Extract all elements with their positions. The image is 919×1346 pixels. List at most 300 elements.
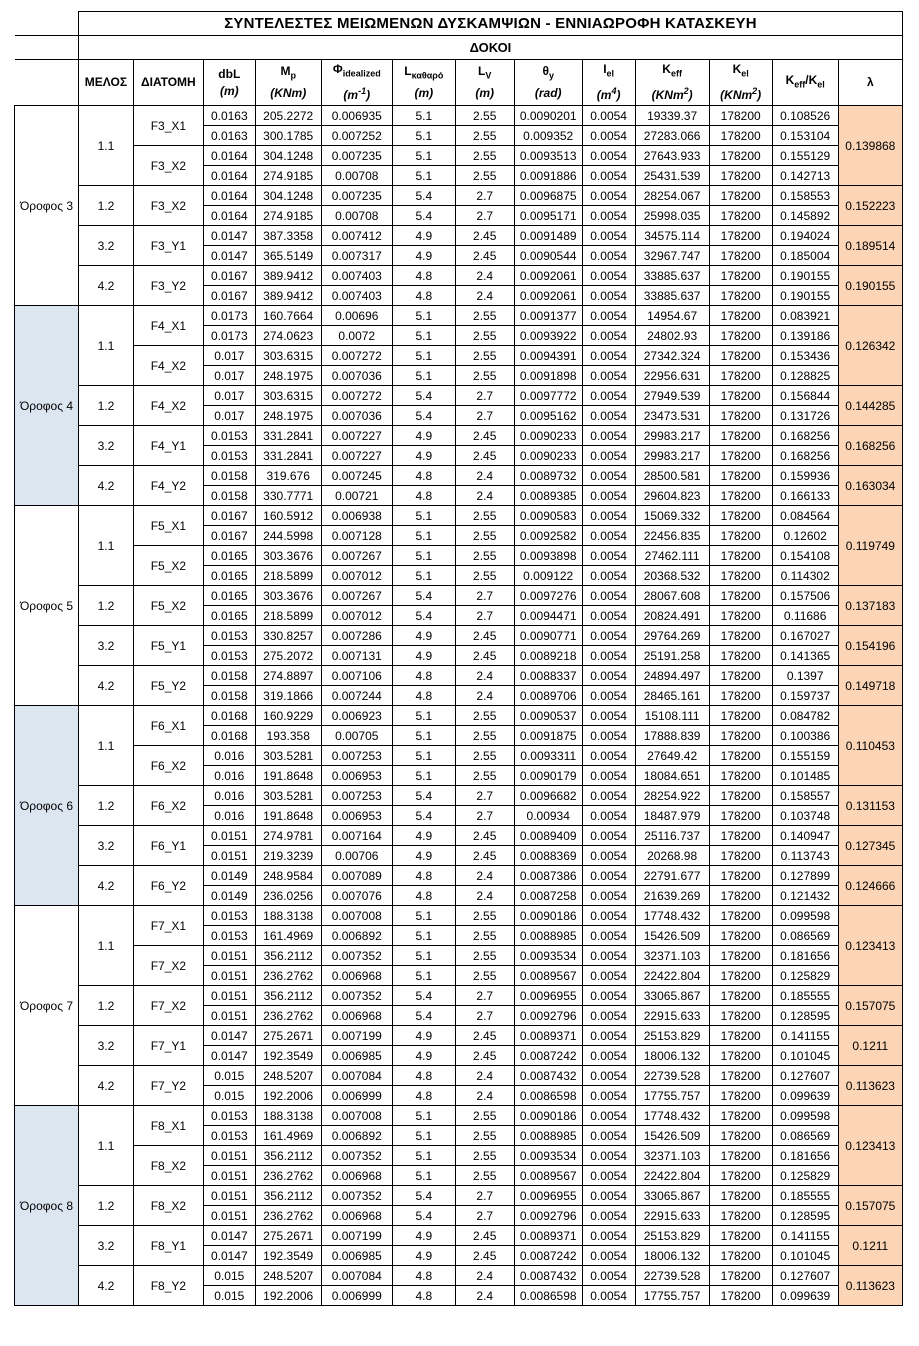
cell-l: 5.4 [392,406,455,426]
cell-mp: 303.5281 [255,786,321,806]
cell-dbl: 0.0151 [203,846,255,866]
cell-mp: 248.5207 [255,1266,321,1286]
cell-theta: 0.0093513 [514,146,582,166]
member-id: 1.2 [78,1186,133,1226]
table-subtitle: ΔΟΚΟΙ [78,36,902,60]
cell-theta: 0.0091875 [514,726,582,746]
cell-keff: 21639.269 [635,886,709,906]
cell-lv: 2.7 [455,206,514,226]
cell-mp: 356.2112 [255,1186,321,1206]
cell-lv: 2.45 [455,626,514,646]
cell-ratio: 0.128595 [772,1006,838,1026]
member-id: 1.1 [78,306,133,386]
section-name: F5_Y1 [133,626,203,666]
floor-label: Όροφος 8 [15,1106,79,1306]
header-kel: $K_{el}$ (KNm$^2$) [709,60,772,106]
cell-keff: 17748.432 [635,1106,709,1126]
cell-mp: 248.1975 [255,406,321,426]
cell-dbl: 0.0151 [203,826,255,846]
cell-iel: 0.0054 [582,206,635,226]
floor-label: Όροφος 5 [15,506,79,706]
cell-theta: 0.0089732 [514,466,582,486]
cell-lv: 2.7 [455,586,514,606]
member-id: 3.2 [78,226,133,266]
member-id: 1.2 [78,386,133,426]
cell-lv: 2.4 [455,1266,514,1286]
cell-theta: 0.0092796 [514,1006,582,1026]
cell-theta: 0.0087242 [514,1046,582,1066]
cell-phi: 0.006968 [321,1206,392,1226]
cell-kel: 178200 [709,526,772,546]
cell-keff: 25998.035 [635,206,709,226]
cell-lv: 2.45 [455,1026,514,1046]
cell-iel: 0.0054 [582,1226,635,1246]
cell-keff: 20368.532 [635,566,709,586]
cell-dbl: 0.0158 [203,486,255,506]
cell-keff: 22739.528 [635,1066,709,1086]
cell-iel: 0.0054 [582,826,635,846]
cell-kel: 178200 [709,786,772,806]
cell-dbl: 0.0151 [203,946,255,966]
cell-mp: 365.5149 [255,246,321,266]
cell-theta: 0.0089371 [514,1226,582,1246]
cell-keff: 17755.757 [635,1286,709,1306]
cell-phi: 0.007227 [321,426,392,446]
cell-kel: 178200 [709,746,772,766]
cell-iel: 0.0054 [582,766,635,786]
cell-mp: 274.8897 [255,666,321,686]
cell-l: 5.4 [392,606,455,626]
cell-ratio: 0.185555 [772,1186,838,1206]
table-row [15,546,903,566]
cell-phi: 0.007352 [321,986,392,1006]
section-name: F4_Y1 [133,426,203,466]
table-row [15,186,903,206]
section-name: F6_X2 [133,746,203,786]
table-row [15,1186,903,1206]
cell-phi: 0.006935 [321,106,392,126]
cell-keff: 18006.132 [635,1046,709,1066]
cell-theta: 0.0089567 [514,1166,582,1186]
cell-mp: 303.6315 [255,346,321,366]
cell-keff: 24894.497 [635,666,709,686]
cell-iel: 0.0054 [582,966,635,986]
cell-dbl: 0.016 [203,806,255,826]
cell-keff: 25153.829 [635,1026,709,1046]
cell-theta: 0.0090201 [514,106,582,126]
floor-label: Όροφος 7 [15,906,79,1106]
cell-phi: 0.006999 [321,1286,392,1306]
cell-dbl: 0.0163 [203,106,255,126]
cell-lv: 2.55 [455,1166,514,1186]
header-phi: $\Phi_{idealized}$ $(m^{-1})$ [321,60,392,106]
cell-phi: 0.007352 [321,1186,392,1206]
table-row [15,866,903,886]
lambda-value: 0.149718 [838,666,902,706]
cell-l: 4.8 [392,886,455,906]
cell-l: 5.4 [392,1006,455,1026]
cell-dbl: 0.0164 [203,186,255,206]
cell-l: 5.1 [392,506,455,526]
section-name: F3_X2 [133,186,203,226]
cell-dbl: 0.015 [203,1286,255,1306]
cell-ratio: 0.159737 [772,686,838,706]
cell-kel: 178200 [709,646,772,666]
cell-kel: 178200 [709,1026,772,1046]
cell-ratio: 0.084564 [772,506,838,526]
cell-ratio: 0.166133 [772,486,838,506]
cell-keff: 25153.829 [635,1226,709,1246]
cell-lv: 2.45 [455,446,514,466]
cell-iel: 0.0054 [582,226,635,246]
section-name: F4_Y2 [133,466,203,506]
table-row [15,106,903,126]
cell-phi: 0.006985 [321,1046,392,1066]
cell-phi: 0.006892 [321,1126,392,1146]
cell-l: 5.1 [392,106,455,126]
cell-iel: 0.0054 [582,546,635,566]
cell-l: 5.4 [392,386,455,406]
cell-dbl: 0.0153 [203,906,255,926]
cell-dbl: 0.0165 [203,606,255,626]
cell-iel: 0.0054 [582,1206,635,1226]
cell-l: 5.1 [392,366,455,386]
cell-lv: 2.45 [455,246,514,266]
cell-phi: 0.00708 [321,166,392,186]
cell-lv: 2.4 [455,1086,514,1106]
cell-ratio: 0.1397 [772,666,838,686]
cell-kel: 178200 [709,586,772,606]
cell-phi: 0.007084 [321,1066,392,1086]
cell-iel: 0.0054 [582,646,635,666]
cell-mp: 236.2762 [255,1166,321,1186]
cell-ratio: 0.125829 [772,1166,838,1186]
cell-kel: 178200 [709,1186,772,1206]
cell-iel: 0.0054 [582,486,635,506]
section-name: F7_X2 [133,986,203,1026]
cell-l: 4.9 [392,1226,455,1246]
cell-kel: 178200 [709,1226,772,1246]
cell-iel: 0.0054 [582,786,635,806]
header-keff-kel-ratio: $K_{eff}/K_{el}$ [772,60,838,106]
cell-ratio: 0.108526 [772,106,838,126]
cell-phi: 0.006953 [321,766,392,786]
table-row [15,946,903,966]
cell-phi: 0.00696 [321,306,392,326]
cell-kel: 178200 [709,1106,772,1126]
cell-iel: 0.0054 [582,166,635,186]
cell-mp: 275.2072 [255,646,321,666]
cell-mp: 389.9412 [255,286,321,306]
cell-iel: 0.0054 [582,306,635,326]
cell-lv: 2.55 [455,366,514,386]
cell-dbl: 0.0147 [203,226,255,246]
cell-theta: 0.0094391 [514,346,582,366]
lambda-value: 0.163034 [838,466,902,506]
table-row [15,386,903,406]
cell-ratio: 0.101485 [772,766,838,786]
cell-theta: 0.0097772 [514,386,582,406]
lambda-value: 0.152223 [838,186,902,226]
section-name: F6_X1 [133,706,203,746]
cell-theta: 0.0095162 [514,406,582,426]
cell-iel: 0.0054 [582,1266,635,1286]
cell-keff: 22422.804 [635,966,709,986]
cell-l: 4.8 [392,1066,455,1086]
cell-ratio: 0.121432 [772,886,838,906]
cell-l: 5.1 [392,146,455,166]
cell-mp: 387.3358 [255,226,321,246]
cell-keff: 18006.132 [635,1246,709,1266]
cell-dbl: 0.0167 [203,506,255,526]
cell-phi: 0.007253 [321,786,392,806]
cell-ratio: 0.099639 [772,1286,838,1306]
cell-mp: 192.2006 [255,1086,321,1106]
cell-l: 5.1 [392,726,455,746]
cell-ratio: 0.127607 [772,1066,838,1086]
cell-l: 5.4 [392,206,455,226]
cell-dbl: 0.0158 [203,666,255,686]
lambda-value: 0.127345 [838,826,902,866]
cell-dbl: 0.0149 [203,866,255,886]
cell-dbl: 0.0153 [203,1126,255,1146]
cell-iel: 0.0054 [582,726,635,746]
table-row [15,226,903,246]
cell-dbl: 0.0151 [203,1146,255,1166]
header-section: ΔΙΑΤΟΜΗ [133,60,203,106]
cell-dbl: 0.0158 [203,686,255,706]
cell-l: 5.1 [392,1126,455,1146]
corner-blank [15,36,79,60]
cell-kel: 178200 [709,726,772,746]
cell-keff: 24802.93 [635,326,709,346]
cell-ratio: 0.167027 [772,626,838,646]
cell-kel: 178200 [709,386,772,406]
cell-iel: 0.0054 [582,886,635,906]
cell-mp: 274.9781 [255,826,321,846]
cell-ratio: 0.139186 [772,326,838,346]
cell-iel: 0.0054 [582,286,635,306]
lambda-value: 0.110453 [838,706,902,786]
member-id: 1.1 [78,1106,133,1186]
cell-mp: 275.2671 [255,1026,321,1046]
section-name: F8_Y1 [133,1226,203,1266]
cell-kel: 178200 [709,226,772,246]
cell-theta: 0.0090233 [514,426,582,446]
table-row [15,1226,903,1246]
cell-iel: 0.0054 [582,1246,635,1266]
cell-dbl: 0.0153 [203,646,255,666]
cell-ratio: 0.155159 [772,746,838,766]
cell-iel: 0.0054 [582,1106,635,1126]
cell-keff: 22956.631 [635,366,709,386]
cell-lv: 2.7 [455,1206,514,1226]
cell-theta: 0.0093311 [514,746,582,766]
section-name: F5_X2 [133,586,203,626]
cell-theta: 0.0096955 [514,986,582,1006]
member-id: 4.2 [78,466,133,506]
section-name: F7_Y2 [133,1066,203,1106]
cell-ratio: 0.086569 [772,926,838,946]
cell-kel: 178200 [709,986,772,1006]
cell-dbl: 0.017 [203,406,255,426]
table-row [15,506,903,526]
cell-theta: 0.0087258 [514,886,582,906]
lambda-value: 0.157075 [838,1186,902,1226]
cell-l: 4.8 [392,286,455,306]
cell-keff: 33885.637 [635,266,709,286]
cell-lv: 2.55 [455,526,514,546]
cell-mp: 274.0623 [255,326,321,346]
cell-mp: 219.3239 [255,846,321,866]
cell-phi: 0.007036 [321,366,392,386]
cell-l: 4.9 [392,846,455,866]
cell-l: 5.1 [392,946,455,966]
cell-kel: 178200 [709,1066,772,1086]
cell-mp: 191.8648 [255,766,321,786]
cell-keff: 27649.42 [635,746,709,766]
cell-phi: 0.006892 [321,926,392,946]
cell-dbl: 0.0167 [203,286,255,306]
cell-mp: 248.1975 [255,366,321,386]
cell-keff: 29604.823 [635,486,709,506]
lambda-value: 0.113623 [838,1266,902,1306]
cell-iel: 0.0054 [582,1126,635,1146]
cell-phi: 0.006953 [321,806,392,826]
cell-l: 4.9 [392,1026,455,1046]
cell-keff: 34575.114 [635,226,709,246]
header-l: $L_{\kappa\alpha\theta\alpha\rho ό}$ (m) [392,60,455,106]
cell-theta: 0.0087242 [514,1246,582,1266]
cell-phi: 0.007131 [321,646,392,666]
cell-phi: 0.006985 [321,1246,392,1266]
cell-dbl: 0.017 [203,346,255,366]
cell-ratio: 0.168256 [772,446,838,466]
cell-lv: 2.7 [455,606,514,626]
cell-dbl: 0.0147 [203,246,255,266]
member-id: 1.2 [78,186,133,226]
cell-keff: 25431.539 [635,166,709,186]
lambda-value: 0.113623 [838,1066,902,1106]
cell-mp: 303.3676 [255,586,321,606]
cell-dbl: 0.0147 [203,1026,255,1046]
cell-mp: 192.2006 [255,1286,321,1306]
cell-lv: 2.4 [455,466,514,486]
cell-l: 5.1 [392,1106,455,1126]
cell-mp: 193.358 [255,726,321,746]
cell-ratio: 0.101045 [772,1046,838,1066]
lambda-value: 0.137183 [838,586,902,626]
cell-mp: 303.3676 [255,546,321,566]
cell-lv: 2.4 [455,1066,514,1086]
cell-ratio: 0.159936 [772,466,838,486]
cell-dbl: 0.017 [203,366,255,386]
cell-lv: 2.7 [455,1186,514,1206]
cell-ratio: 0.141365 [772,646,838,666]
cell-keff: 22915.633 [635,1006,709,1026]
cell-theta: 0.0088337 [514,666,582,686]
cell-mp: 236.2762 [255,1206,321,1226]
cell-mp: 356.2112 [255,1146,321,1166]
cell-mp: 275.2671 [255,1226,321,1246]
cell-keff: 22791.677 [635,866,709,886]
cell-keff: 18084.651 [635,766,709,786]
cell-phi: 0.007227 [321,446,392,466]
cell-ratio: 0.131726 [772,406,838,426]
cell-theta: 0.0091377 [514,306,582,326]
cell-kel: 178200 [709,806,772,826]
cell-ratio: 0.141155 [772,1226,838,1246]
lambda-value: 0.123413 [838,906,902,986]
table-row [15,666,903,686]
cell-theta: 0.0089409 [514,826,582,846]
cell-lv: 2.45 [455,1226,514,1246]
cell-lv: 2.55 [455,346,514,366]
member-id: 1.1 [78,106,133,186]
cell-dbl: 0.0153 [203,446,255,466]
cell-mp: 160.5912 [255,506,321,526]
section-name: F8_X2 [133,1186,203,1226]
cell-keff: 18487.979 [635,806,709,826]
cell-dbl: 0.0153 [203,926,255,946]
cell-iel: 0.0054 [582,686,635,706]
cell-kel: 178200 [709,106,772,126]
cell-keff: 28254.922 [635,786,709,806]
cell-mp: 188.3138 [255,906,321,926]
cell-iel: 0.0054 [582,866,635,886]
cell-mp: 356.2112 [255,946,321,966]
cell-theta: 0.0089567 [514,966,582,986]
cell-mp: 389.9412 [255,266,321,286]
cell-l: 4.8 [392,666,455,686]
lambda-value: 0.131153 [838,786,902,826]
cell-dbl: 0.0168 [203,706,255,726]
cell-lv: 2.55 [455,926,514,946]
cell-l: 5.1 [392,166,455,186]
cell-l: 5.1 [392,706,455,726]
cell-theta: 0.009122 [514,566,582,586]
cell-ratio: 0.141155 [772,1026,838,1046]
cell-keff: 17748.432 [635,906,709,926]
cell-keff: 33065.867 [635,986,709,1006]
cell-keff: 20824.491 [635,606,709,626]
cell-keff: 14954.67 [635,306,709,326]
cell-theta: 0.0089218 [514,646,582,666]
cell-keff: 28500.581 [635,466,709,486]
cell-ratio: 0.084782 [772,706,838,726]
section-name: F5_X2 [133,546,203,586]
cell-theta: 0.0090233 [514,446,582,466]
cell-lv: 2.55 [455,326,514,346]
lambda-value: 0.119749 [838,506,902,586]
cell-keff: 25191.258 [635,646,709,666]
cell-ratio: 0.128825 [772,366,838,386]
section-name: F7_Y1 [133,1026,203,1066]
cell-iel: 0.0054 [582,266,635,286]
cell-theta: 0.0087386 [514,866,582,886]
cell-phi: 0.007352 [321,946,392,966]
cell-dbl: 0.0151 [203,986,255,1006]
cell-theta: 0.0087432 [514,1266,582,1286]
section-name: F6_Y2 [133,866,203,906]
member-id: 4.2 [78,266,133,306]
cell-iel: 0.0054 [582,1146,635,1166]
cell-kel: 178200 [709,1006,772,1026]
lambda-value: 0.189514 [838,226,902,266]
cell-phi: 0.007352 [321,1146,392,1166]
cell-mp: 160.7664 [255,306,321,326]
lambda-value: 0.144285 [838,386,902,426]
